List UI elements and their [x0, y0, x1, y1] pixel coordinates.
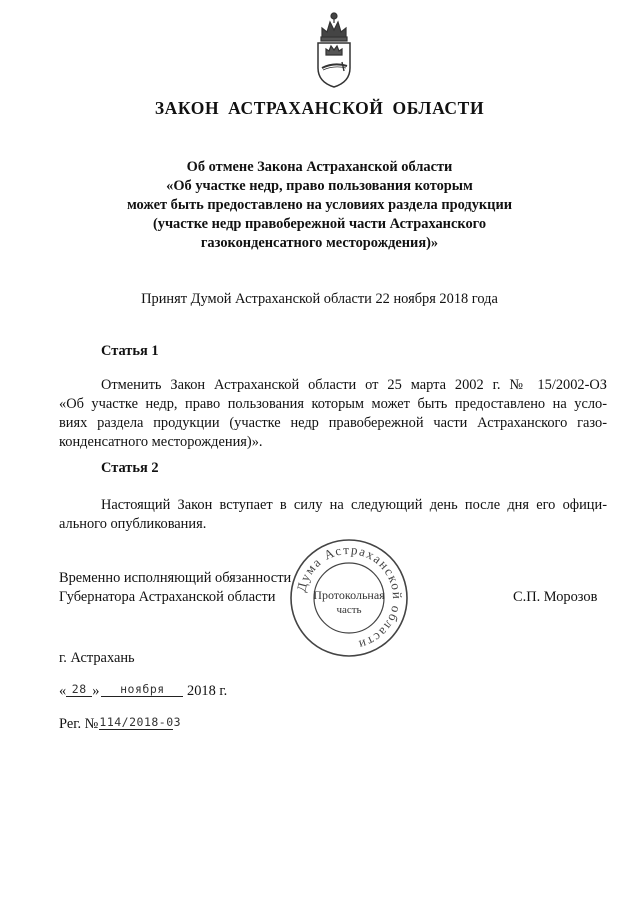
article-1-heading: Статья 1: [101, 343, 159, 359]
article-1-line: конденсатного месторождения)».: [59, 434, 263, 450]
subject-line: (участке недр правобережной части Астраханского: [152, 216, 487, 232]
subject-line: может быть предоставлено на условиях раздела продукции: [126, 197, 513, 213]
coat-of-arms-icon: [313, 10, 355, 90]
date-close-quote: »: [92, 683, 100, 699]
date-month: ноября: [101, 682, 183, 697]
adoption-line: Принят Думой Астраханской области 22 ноября 2018 года: [141, 291, 498, 307]
position-line: Губернатора Астраханской области: [59, 589, 276, 605]
subject-line: «Об участке недр, право пользования которым: [166, 178, 473, 194]
registration: [59, 715, 182, 733]
duma-stamp: [288, 537, 410, 659]
place-of-signing: г. Астрахань: [59, 650, 135, 666]
stamp-center-line: часть: [336, 604, 362, 616]
registration-number: 114/2018-03: [99, 715, 182, 729]
signatory-name: С.П. Морозов: [513, 589, 598, 605]
article-2-text: [59, 496, 607, 534]
date-open-quote: «: [59, 683, 67, 699]
signing-date: [59, 682, 227, 700]
article-1-line: виях раздела продукции (участке недр правобережной части Астраханского газо-: [59, 415, 607, 431]
article-2-line: ального опубликования.: [59, 516, 207, 532]
article-1-line: Отменить Закон Астраханской области от 25 марта 2002 г. № 15/2002-ОЗ: [101, 377, 607, 393]
subject-line: газоконденсатного месторождения)»: [200, 235, 439, 251]
law-subject: [0, 158, 639, 253]
article-1-text: [59, 376, 607, 452]
date-day: 28: [66, 682, 92, 697]
position-line: Временно исполняющий обязанности: [59, 570, 292, 586]
date-year: 2018 г.: [187, 683, 228, 699]
registration-label: Рег. №: [59, 716, 99, 732]
article-1-line: «Об участке недр, право пользования которым может быть предоставлено на усло-: [59, 396, 607, 412]
subject-line: Об отмене Закона Астраханской области: [186, 159, 453, 175]
law-title: ЗАКОН АСТРАХАНСКОЙ ОБЛАСТИ: [154, 98, 485, 118]
signatory-position: [59, 569, 291, 607]
stamp-center-line: Протокольная: [313, 588, 385, 602]
article-2-line: Настоящий Закон вступает в силу на следующий день после дня его офици-: [101, 497, 607, 513]
stamp-ring-text: Дума Астраханской области: [293, 541, 406, 654]
article-2-heading: Статья 2: [101, 460, 159, 476]
